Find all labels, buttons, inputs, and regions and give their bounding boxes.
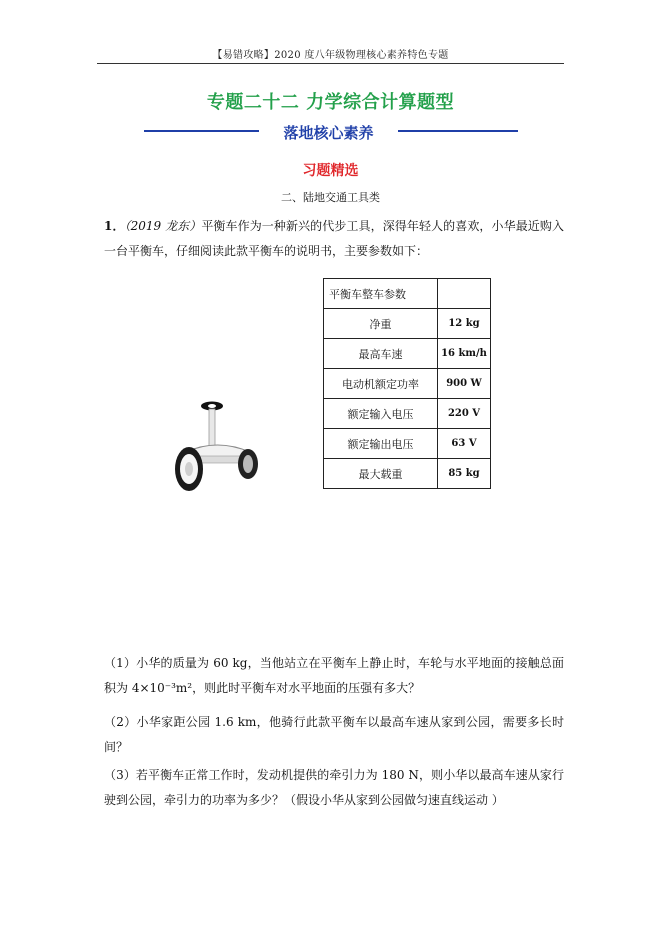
banner-text: 落地核心素养	[283, 124, 374, 142]
section-banner	[144, 122, 518, 140]
table-row	[324, 369, 491, 399]
table-row	[324, 399, 491, 429]
table-row	[324, 429, 491, 459]
subquestion-2: （2）小华家距公园 1.6 km，他骑行此款平衡车以最高车速从家到公园，需要多长时间？	[104, 715, 564, 754]
spec-value: 63 V	[438, 429, 491, 459]
question-1-stem	[104, 214, 564, 264]
spec-value	[438, 279, 491, 309]
table-row	[324, 309, 491, 339]
header-rule	[97, 63, 564, 64]
question-number: 1．	[104, 219, 125, 233]
spec-label: 额定输出电压	[324, 429, 438, 459]
subquestion-1: （1）小华的质量为 60 kg，当他站立在平衡车上静止时，车轮与水平地面的接触总面积为 4×10⁻³m²，则此时平衡车对水平地面的压强有多大？	[104, 656, 564, 695]
spec-value: 16 km/h	[438, 339, 491, 369]
spec-label: 平衡车整车参数	[324, 279, 438, 309]
table-row	[324, 339, 491, 369]
table-row	[324, 459, 491, 489]
running-header: 【易错攻略】2020 度八年级物理核心素养特色专题	[212, 50, 449, 61]
table-row	[324, 279, 491, 309]
page-title: 专题二十二 力学综合计算题型	[206, 92, 455, 113]
subquestion-3: （3）若平衡车正常工作时，发动机提供的牵引力为 180 N，则小华以最高车速从家行驶到公园，牵引力的功率为多少？（假设小华从家到公园做匀速直线运动 ）	[104, 768, 564, 807]
question-text: 平衡车作为一种新兴的代步工具，深得年轻人的喜欢，小华最近购入一台平衡车，仔细阅读此款平衡车的说明书，主要参数如下：	[104, 219, 564, 258]
spec-value: 900 W	[438, 369, 491, 399]
question-source: （2019 龙东）	[124, 219, 202, 233]
spec-label: 额定输入电压	[324, 399, 438, 429]
spec-value: 220 V	[438, 399, 491, 429]
spec-label: 电动机额定功率	[324, 369, 438, 399]
spec-label: 净重	[324, 309, 438, 339]
spec-label: 最大载重	[324, 459, 438, 489]
spec-label: 最高车速	[324, 339, 438, 369]
banner-line-right	[398, 130, 518, 132]
spec-value: 85 kg	[438, 459, 491, 489]
section-title: 习题精选	[302, 163, 359, 179]
spec-value: 12 kg	[438, 309, 491, 339]
banner-line-left	[144, 130, 259, 132]
subsection-title: 二、陆地交通工具类	[281, 191, 380, 204]
spec-table	[323, 278, 491, 489]
balance-scooter-icon	[172, 398, 262, 494]
